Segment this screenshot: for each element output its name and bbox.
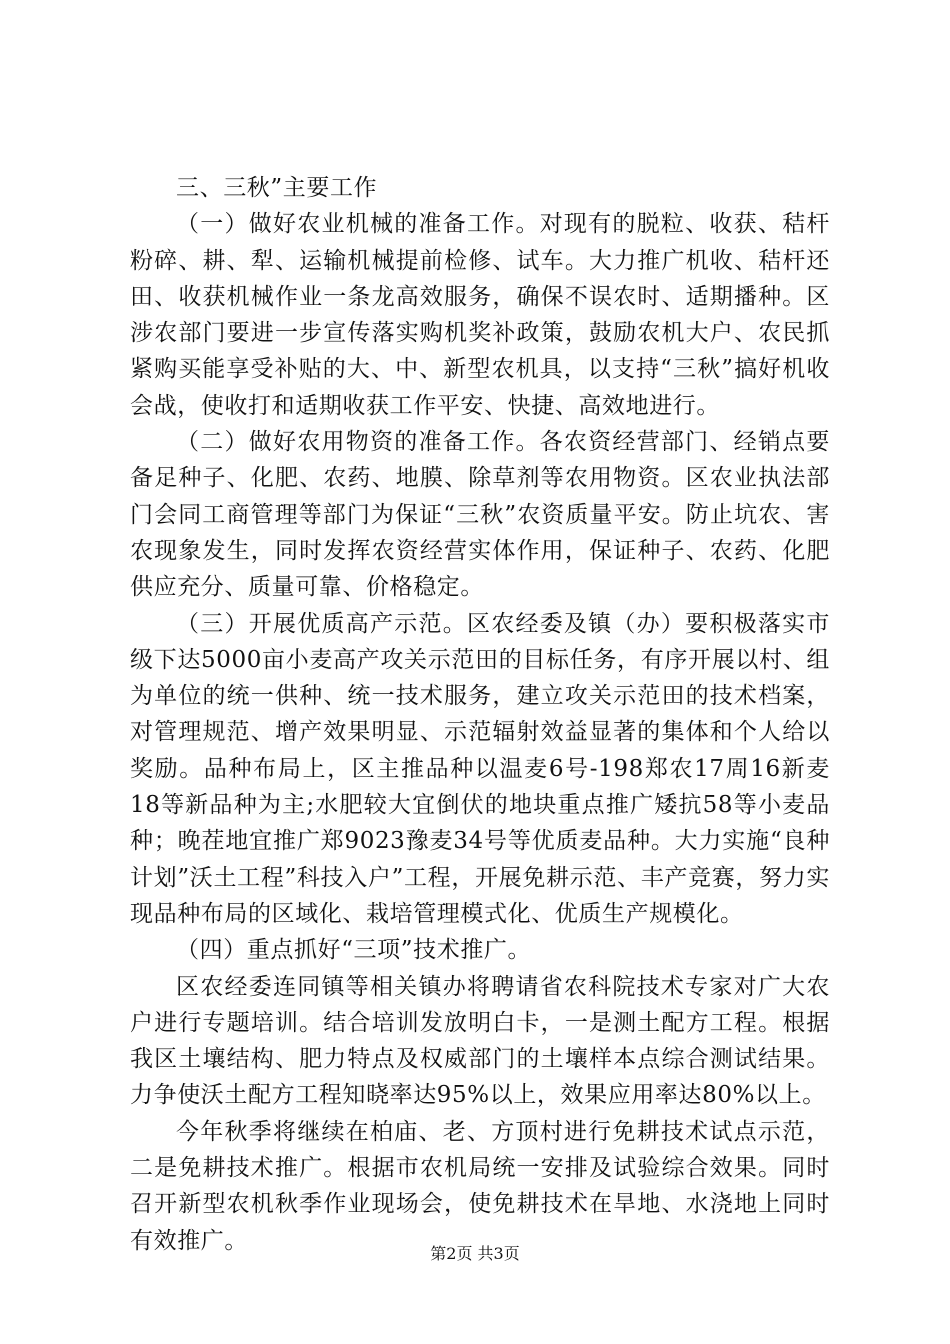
paragraph-materials: （二）做好农用物资的准备工作。各农资经营部门、经销点要备足种子、化肥、农药、地膜、除草剂等农用物资。区农业执法部门会同工商管理等部门为保证“三秋”农资质量平安。防止坑农、害农现象发生，同时发挥农资经营实体作用，保证种子、农药、化肥供应充分、质量可靠、价格稳定。 [130,429,830,601]
document-body [130,170,830,1259]
paragraph-machinery: （一）做好农业机械的准备工作。对现有的脱粒、收获、秸杆粉碎、耕、犁、运输机械提前检修、试车。大力推广机收、秸杆还田、收获机械作业一条龙高效服务，确保不误农时、适期播种。区涉农部门要进一步宣传落实购机奖补政策，鼓励农机大户、农民抓紧购买能享受补贴的大、中、新型农机具，以支持“三秋”搞好机收会战，使收打和适期收获工作平安、快捷、高效地进行。 [130,211,830,419]
section-heading: 三、三秋”主要工作 [176,175,378,201]
paragraph-soil-testing: 区农经委连同镇等相关镇办将聘请省农科院技术专家对广大农户进行专题培训。结合培训发放明白卡，一是测土配方工程。根据我区土壤结构、肥力特点及权威部门的土壤样本点综合测试结果。力争使沃土配方工程知晓率达95%以上，效果应用率达80%以上。 [130,973,830,1109]
page-footer: 第2页 共3页 [430,1244,520,1263]
paragraph-tech-promotion-heading: （四）重点抓好“三项”技术推广。 [176,937,532,964]
paragraph-demonstration: （三）开展优质高产示范。区农经委及镇（办）要积极落实市级下达5000亩小麦高产攻关示范田的目标任务，有序开展以村、组为单位的统一供种、统一技术服务，建立攻关示范田的技术档案，对管理规范、增产效果明显、示范辐射效益显著的集体和个人给以奖励。品种布局上，区主推品种以温麦6号-198郑农17周16新麦18等新品种为主;水肥较大宜倒伏的地块重点推广矮抗58等小麦品种；晚茬地宜推广郑9023豫麦34号等优质麦品种。大力实施“良种计划”沃土工程”科技入户”工程，开展免耕示范、丰产竞赛，努力实现品种布局的区域化、栽培管理模式化、优质生产规模化。 [130,610,830,927]
paragraph-no-till: 今年秋季将继续在柏庙、老、方顶村进行免耕技术试点示范，二是免耕技术推广。根据市农机局统一安排及试验综合效果。同时召开新型农机秋季作业现场会，使免耕技术在旱地、水浇地上同时有效推广。 [130,1118,830,1254]
